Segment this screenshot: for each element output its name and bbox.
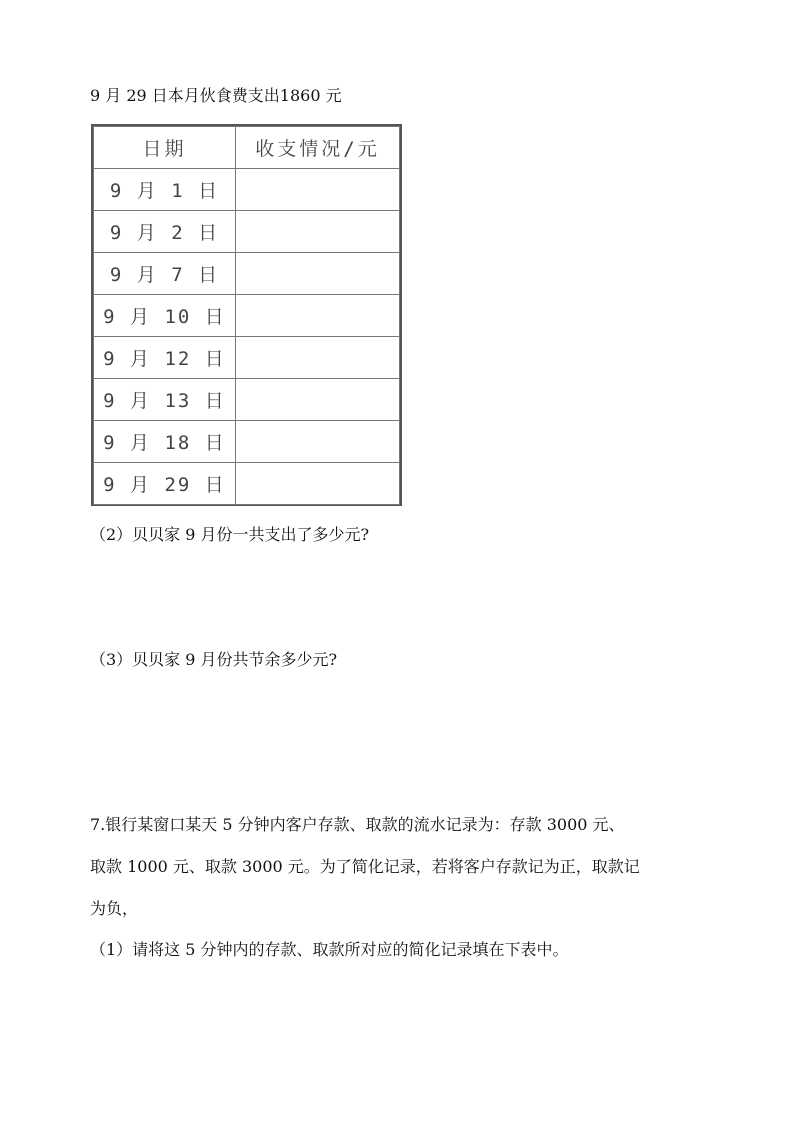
amount-cell[interactable] xyxy=(236,421,400,463)
date-cell: 9 月 18 日 xyxy=(94,421,236,463)
amount-cell[interactable] xyxy=(236,463,400,505)
table-header-row xyxy=(94,127,400,169)
income-expense-table xyxy=(91,124,402,506)
amount-cell[interactable] xyxy=(236,253,400,295)
date-cell: 9 月 13 日 xyxy=(94,379,236,421)
amount-cell[interactable] xyxy=(236,337,400,379)
question-2: （2）贝贝家 9 月份一共支出了多少元? xyxy=(90,525,370,544)
table-row xyxy=(94,421,400,463)
date-cell: 9 月 1 日 xyxy=(94,169,236,211)
question-3: （3）贝贝家 9 月份共节余多少元? xyxy=(90,650,338,669)
date-cell: 9 月 2 日 xyxy=(94,211,236,253)
table-row xyxy=(94,295,400,337)
table-row xyxy=(94,211,400,253)
table-row xyxy=(94,379,400,421)
table-row xyxy=(94,253,400,295)
table-row xyxy=(94,337,400,379)
date-cell: 9 月 12 日 xyxy=(94,337,236,379)
problem-7-line-1: 7.银行某窗口某天 5 分钟内客户存款、取款的流水记录为：存款 3000 元、 xyxy=(90,815,625,834)
table-row xyxy=(94,169,400,211)
problem-7-question-1: （1）请将这 5 分钟内的存款、取款所对应的简化记录填在下表中。 xyxy=(90,940,569,959)
header-amount: 收支情况/元 xyxy=(236,127,400,169)
date-cell: 9 月 10 日 xyxy=(94,295,236,337)
problem-7-line-2: 取款 1000 元、取款 3000 元。为了简化记录，若将客户存款记为正，取款记 xyxy=(90,857,640,876)
problem-7-line-3: 为负， xyxy=(90,899,139,918)
amount-cell[interactable] xyxy=(236,169,400,211)
table-row xyxy=(94,463,400,505)
amount-cell[interactable] xyxy=(236,295,400,337)
amount-cell[interactable] xyxy=(236,379,400,421)
date-cell: 9 月 29 日 xyxy=(94,463,236,505)
date-cell: 9 月 7 日 xyxy=(94,253,236,295)
intro-text: 9 月 29 日本月伙食费支出1860 元 xyxy=(90,86,342,105)
header-date: 日期 xyxy=(94,127,236,169)
amount-cell[interactable] xyxy=(236,211,400,253)
